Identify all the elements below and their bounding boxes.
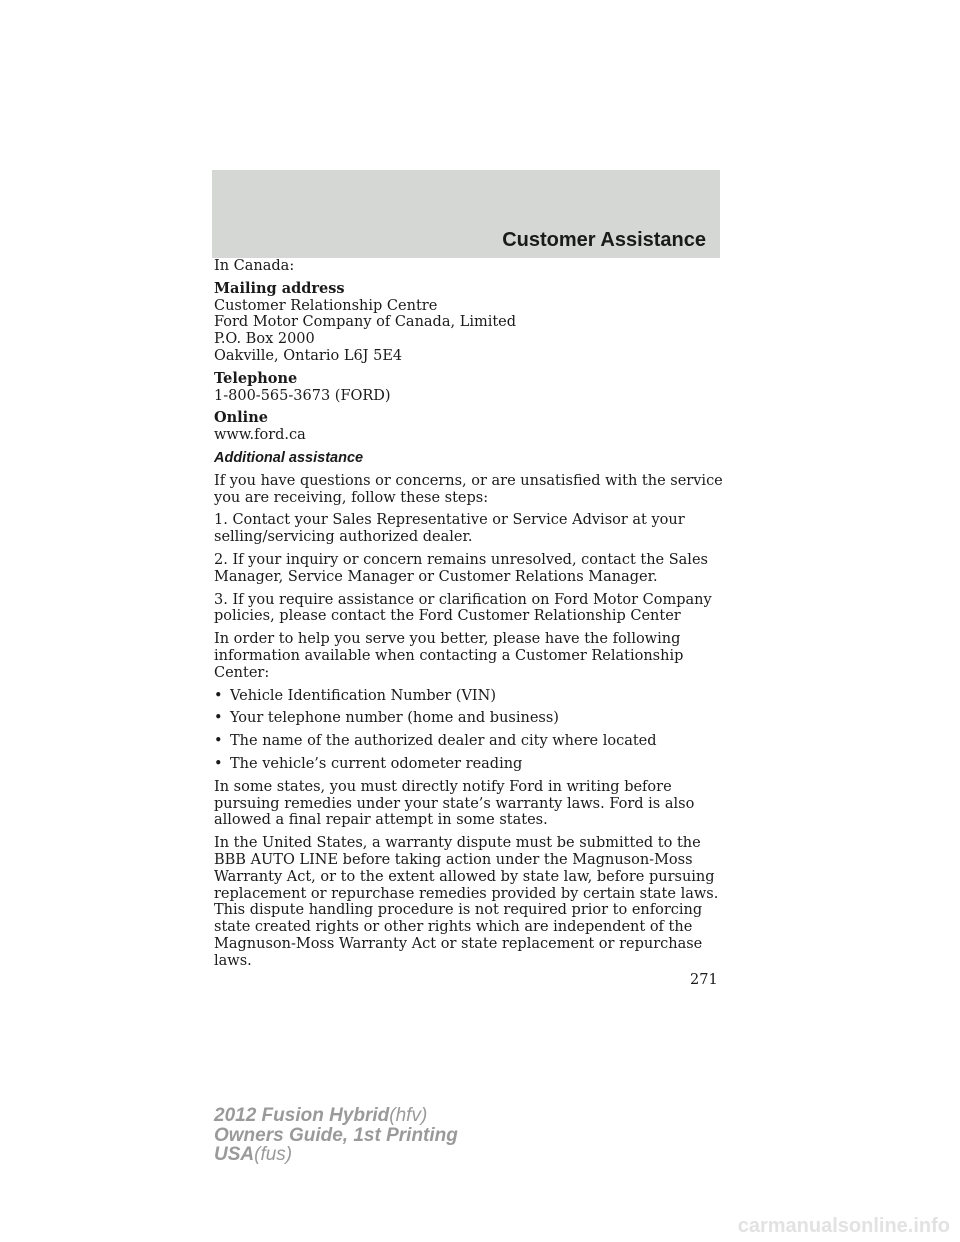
bullet-glyph: • [214,755,223,772]
bullet-text: The name of the authorized dealer and city where located [230,733,657,750]
canada-intro: In Canada: [214,258,295,274]
bullet-item [214,710,724,727]
mailing-address-block [214,281,724,365]
info-bullet-list [214,688,724,773]
footer-line-model [214,1106,458,1126]
bullet-item [214,756,724,773]
address-line: Oakville, Ontario L6J 5E4 [214,347,403,364]
section-header-band [212,170,720,258]
info-intro: In order to help you serve you better, please have the following information available when contacting a Customer Relationship Center: [214,631,684,681]
address-line: P.O. Box 2000 [214,331,315,348]
telephone-number: 1-800-565-3673 (FORD) [214,387,391,404]
footer-market: USA [214,1144,255,1165]
website-url: www.ford.ca [214,427,306,444]
online-block [214,410,724,444]
bullet-item [214,688,724,705]
telephone-block [214,371,724,405]
bullet-text: Your telephone number (home and business) [230,710,559,727]
us-dispute-paragraph: In the United States, a warranty dispute must be submitted to the BBB AUTO LINE before taking action under the Magnuson-Moss Warranty Act, or to the extent allowed by state law, before pursuing replacement or repurchase remedies provided by certain state laws. This dispute handling procedure is not required prior to enforcing state created rights or other rights which are independent of the Magnuson-Moss Warranty Act or state replacement or repurchase laws. [214,835,719,969]
telephone-label: Telephone [214,369,298,387]
step-item: 3. If you require assistance or clarification on Ford Motor Company policies, please contact the Ford Customer Relationship Center [214,591,712,625]
footer-line-market [214,1145,458,1165]
footer-printing: Owners Guide, 1st Printing [214,1124,458,1146]
bullet-glyph: • [214,710,223,727]
additional-assistance-heading: Additional assistance [214,449,364,466]
mailing-address-label: Mailing address [214,279,345,297]
additional-intro: If you have questions or concerns, or are unsatisfied with the service you are receiving, follow these steps: [214,472,723,506]
online-label: Online [214,409,268,427]
step-item: 1. Contact your Sales Representative or Service Advisor at your selling/servicing authorized dealer. [214,512,685,546]
section-title: Customer Assistance [502,229,706,251]
footer-model-code: (hfv) [389,1105,428,1126]
address-line: Ford Motor Company of Canada, Limited [214,314,517,331]
states-paragraph: In some states, you must directly notify Ford in writing before pursuing remedies under your state’s warranty laws. Ford is also allowed a final repair attempt in some states. [214,778,695,829]
footer-model: 2012 Fusion Hybrid [214,1105,390,1126]
site-watermark: carmanualsonline.info [737,1215,950,1237]
bullet-text: Vehicle Identification Number (VIN) [230,687,496,704]
bullet-glyph: • [214,687,223,704]
bullet-text: The vehicle’s current odometer reading [230,755,523,772]
print-footer [214,1106,458,1165]
address-line: Customer Relationship Centre [214,297,438,314]
page-content [214,258,724,975]
bullet-item [214,733,724,750]
footer-market-code: (fus) [254,1144,293,1165]
page-number: 271 [690,972,718,988]
step-item: 2. If your inquiry or concern remains unresolved, contact the Sales Manager, Service Manager or Customer Relations Manager. [214,551,708,585]
bullet-glyph: • [214,733,223,750]
